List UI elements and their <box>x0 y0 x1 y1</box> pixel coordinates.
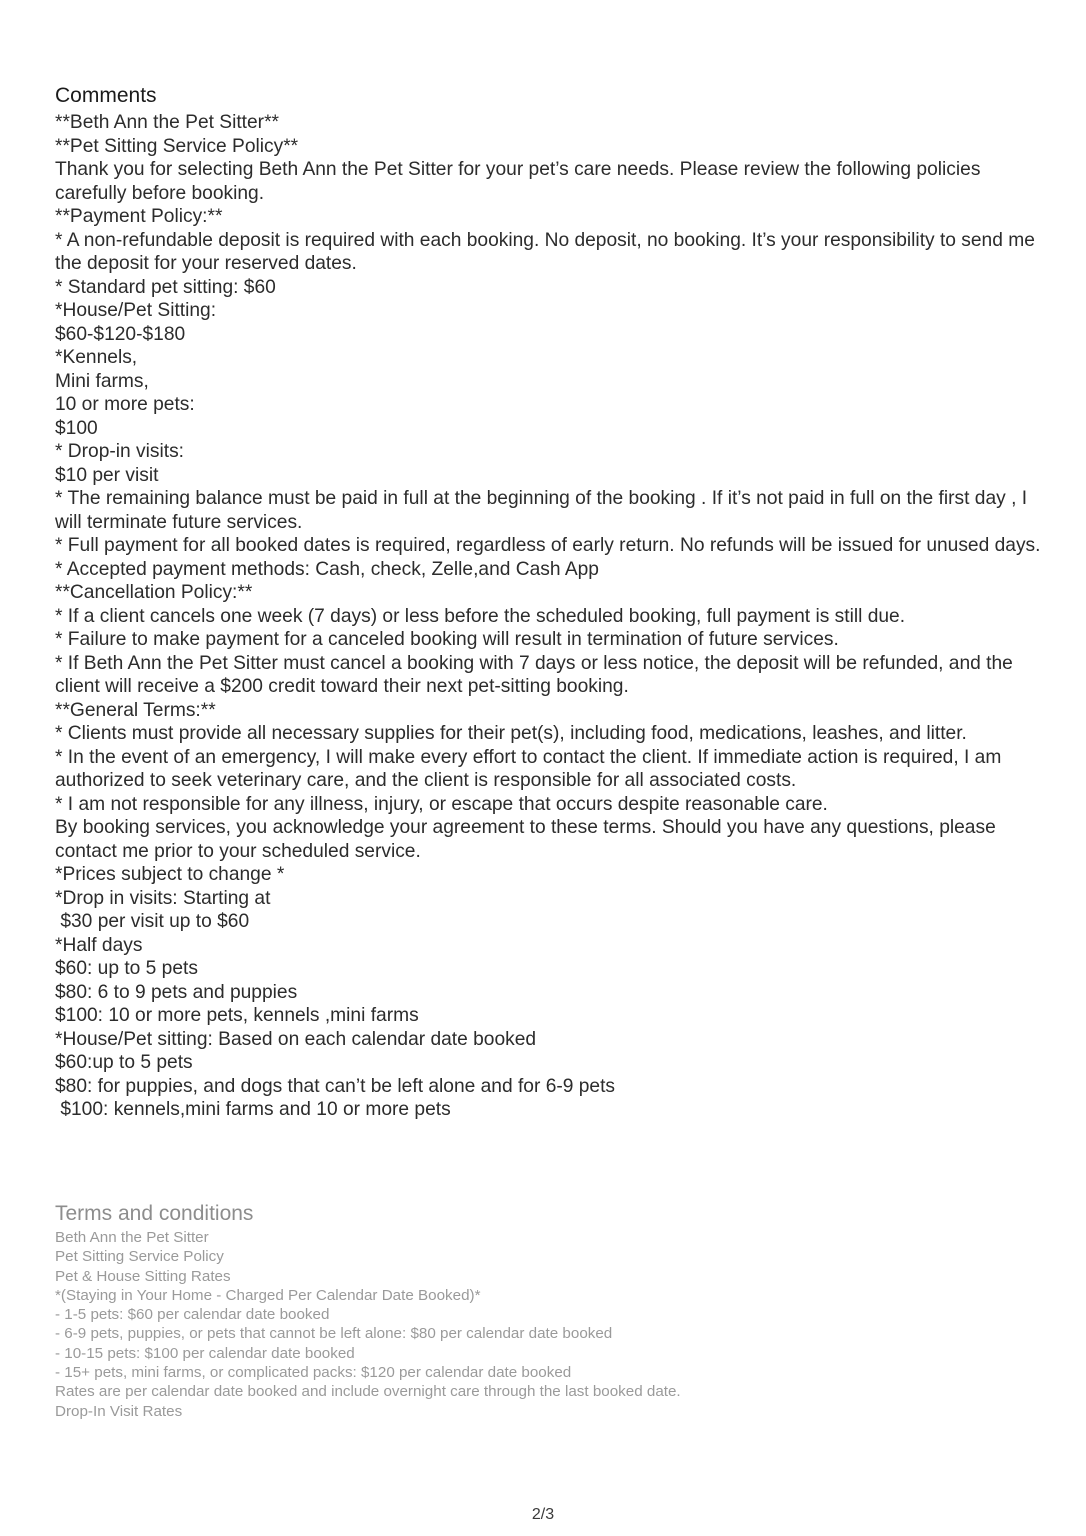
comment-line: * Drop-in visits: <box>55 441 185 462</box>
comment-line: $100 <box>55 417 98 439</box>
comment-line: 10 or more pets: <box>55 394 195 415</box>
comment-line: *Drop in visits: Starting at <box>55 887 271 909</box>
comment-line: $60-$120-$180 <box>55 323 186 345</box>
comment-line: **Beth Ann the Pet Sitter** <box>55 112 280 133</box>
comment-line: Thank you for selecting Beth Ann the Pet Sitter for your pet’s care needs. Please review the following policies carefully before booking. <box>55 159 986 204</box>
comment-line: *House/Pet Sitting: <box>55 300 217 321</box>
terms-section <box>55 1201 1045 1421</box>
terms-body <box>55 1228 1045 1421</box>
comment-line: *Kennels, <box>55 347 138 368</box>
page-number: 2/3 <box>531 1506 555 1523</box>
comment-line: *Half days <box>55 934 143 956</box>
comment-line: By booking services, you acknowledge your agreement to these terms. Should you have any questions, please contact me prior to your scheduled service. <box>55 817 1002 862</box>
comments-body <box>55 111 1045 1122</box>
terms-line: *(Staying in Your Home - Charged Per Calendar Date Booked)* <box>55 1286 481 1304</box>
terms-line: Pet Sitting Service Policy <box>55 1248 224 1266</box>
terms-line: Beth Ann the Pet Sitter <box>55 1229 209 1246</box>
terms-line: Pet & House Sitting Rates <box>55 1267 231 1285</box>
comment-line: **Pet Sitting Service Policy** <box>55 135 299 157</box>
comments-section <box>55 83 1045 1122</box>
comment-line: * In the event of an emergency, I will make every effort to contact the client. If immediate action is required, I am authorized to seek veterinary care, and the client is responsible for all associated costs. <box>55 746 1007 791</box>
comment-line: *House/Pet sitting: Based on each calendar date booked <box>55 1028 537 1050</box>
comment-line: $80: for puppies, and dogs that can’t be left alone and for 6-9 pets <box>55 1075 616 1097</box>
comment-line: * Failure to make payment for a canceled booking will result in termination of future services. <box>55 629 839 650</box>
terms-line: Drop-In Visit Rates <box>55 1402 183 1420</box>
comment-line: * Standard pet sitting: $60 <box>55 276 276 298</box>
comment-line: $100: 10 or more pets, kennels ,mini farms <box>55 1005 419 1026</box>
comment-line: * If Beth Ann the Pet Sitter must cancel a booking with 7 days or less notice, the deposit will be refunded, and the client will receive a $200 credit toward their next pet-sitting booking. <box>55 652 1019 697</box>
terms-heading: Terms and conditions <box>55 1202 254 1225</box>
comment-line: * Full payment for all booked dates is required, regardless of early return. No refunds will be issued for unused days. <box>55 535 1041 556</box>
comment-line: **General Terms:** <box>55 699 216 721</box>
comment-line: $30 per visit up to $60 <box>55 911 250 932</box>
comment-line: $60:up to 5 pets <box>55 1052 193 1073</box>
comment-line: * If a client cancels one week (7 days) or less before the scheduled booking, full payment is still due. <box>55 605 906 627</box>
comment-line: $10 per visit <box>55 464 159 486</box>
comment-line: **Cancellation Policy:** <box>55 582 253 603</box>
terms-line: - 10-15 pets: $100 per calendar date booked <box>55 1344 355 1362</box>
terms-line: - 1-5 pets: $60 per calendar date booked <box>55 1306 330 1324</box>
terms-line: - 6-9 pets, puppies, or pets that cannot be left alone: $80 per calendar date booked <box>55 1325 613 1343</box>
comment-line: *Prices subject to change * <box>55 864 285 885</box>
comment-line: $100: kennels,mini farms and 10 or more pets <box>55 1099 451 1120</box>
comment-line: $80: 6 to 9 pets and puppies <box>55 981 298 1003</box>
comment-line: * I am not responsible for any illness, injury, or escape that occurs despite reasonable care. <box>55 793 828 815</box>
comment-line: **Payment Policy:** <box>55 206 223 227</box>
comment-line: * Clients must provide all necessary supplies for their pet(s), including food, medications, leashes, and litter. <box>55 723 967 744</box>
terms-line: Rates are per calendar date booked and include overnight care through the last booked date. <box>55 1383 681 1401</box>
comment-line: * Accepted payment methods: Cash, check, Zelle,and Cash App <box>55 558 599 580</box>
comment-line: Mini farms, <box>55 370 149 392</box>
comment-line: * The remaining balance must be paid in full at the beginning of the booking . If it’s not paid in full on the first day , I will terminate future services. <box>55 488 1033 533</box>
comment-line: * A non-refundable deposit is required with each booking. No deposit, no booking. It’s your responsibility to send me the deposit for your reserved dates. <box>55 229 1041 274</box>
comments-heading: Comments <box>55 84 157 107</box>
comment-line: $60: up to 5 pets <box>55 958 198 979</box>
terms-line: - 15+ pets, mini farms, or complicated packs: $120 per calendar date booked <box>55 1364 572 1382</box>
